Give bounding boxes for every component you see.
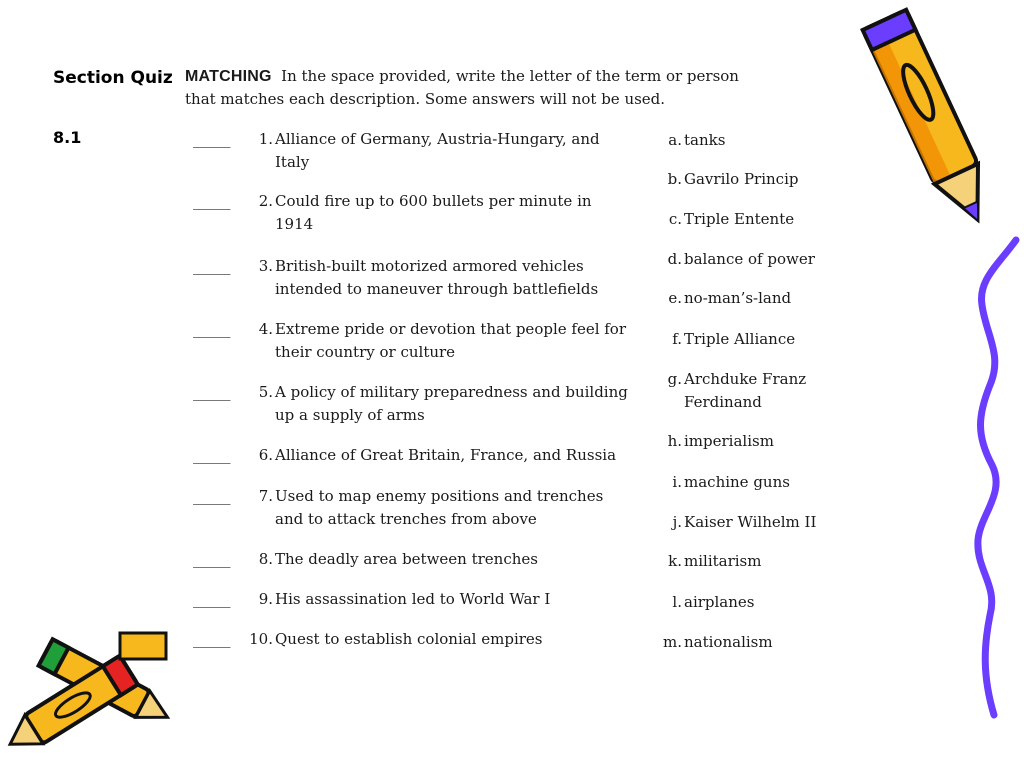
section-quiz-title: Section Quiz [53,68,173,88]
answer-choice [645,248,845,271]
choice-letter: h. [667,432,682,450]
question-number: 4. [258,320,273,338]
question-text: His assassination led to World War I [275,590,551,608]
answer-choice [645,368,845,414]
instructions-text: In the space provided, write the letter of the term or person that matches each description. Some answers will not be used. [185,67,739,108]
question-text: Used to map enemy positions and trenches and to attack trenches from above [275,487,604,528]
question-number: 3. [258,257,273,275]
choice-letter: b. [667,170,682,188]
question-number: 6. [258,446,273,464]
choice-text: machine guns [684,473,790,491]
choice-letter: a. [668,131,682,149]
answer-blank[interactable]: _____ [193,487,231,505]
answer-choice [645,168,845,191]
answer-choice [645,287,845,310]
answer-choice [645,591,845,614]
answer-choice [645,550,845,573]
choice-letter: k. [668,552,682,570]
choice-text: tanks [684,131,726,149]
answer-blank[interactable]: _____ [193,383,231,401]
question-number: 1. [258,130,273,148]
question-text: Could fire up to 600 bullets per minute in 1914 [275,192,592,233]
question-text: Quest to establish colonial empires [275,630,543,648]
question-item [193,548,633,571]
choice-text: Triple Alliance [684,330,796,348]
question-number: 5. [258,383,273,401]
answer-blank[interactable]: _____ [193,130,231,148]
answer-choice [645,328,845,351]
answer-blank[interactable]: _____ [193,257,231,275]
crossed-pencils-clipart-icon [0,618,170,758]
question-text: Extreme pride or devotion that people feel for their country or culture [275,320,627,361]
answer-choice [645,430,845,453]
instructions [185,65,765,111]
choice-letter: i. [672,473,682,491]
choice-letter: m. [663,633,682,651]
question-text: The deadly area between trenches [275,550,538,568]
choice-text: Kaiser Wilhelm II [684,513,817,531]
question-number: 10. [249,630,273,648]
answer-choice [645,631,845,654]
answer-blank[interactable]: _____ [193,550,231,568]
question-text: Alliance of Great Britain, France, and Russia [275,446,617,464]
choice-letter: j. [672,513,682,531]
question-item [193,190,633,236]
choice-text: no-man’s-land [684,289,792,307]
pencil-clipart-icon [855,0,1005,245]
answer-blank[interactable]: _____ [193,446,231,464]
answer-choice [645,129,845,152]
matching-heading: MATCHING [185,68,272,85]
choice-letter: c. [668,210,682,228]
choice-text: militarism [684,552,762,570]
choice-letter: g. [667,370,682,388]
question-number: 9. [258,590,273,608]
choice-letter: e. [668,289,682,307]
choice-letter: f. [672,330,682,348]
question-text: British-built motorized armored vehicles intended to maneuver through battlefields [275,257,599,298]
answer-blank[interactable]: _____ [193,192,231,210]
question-number: 7. [258,487,273,505]
question-text: Alliance of Germany, Austria-Hungary, and Italy [275,130,600,171]
question-number: 8. [258,550,273,568]
choice-text: airplanes [684,593,755,611]
question-item [193,444,633,467]
choice-text: Archduke Franz Ferdinand [684,370,807,411]
choice-text: Triple Entente [684,210,795,228]
question-item [193,318,633,364]
choice-text: balance of power [684,250,815,268]
choice-text: Gavrilo Princip [684,170,799,188]
answer-choice [645,511,845,534]
purple-squiggle-line [968,235,1024,720]
answer-choice [645,208,845,231]
answer-blank[interactable]: _____ [193,630,231,648]
answer-blank[interactable]: _____ [193,320,231,338]
question-number: 2. [258,192,273,210]
question-text: A policy of military preparedness and building up a supply of arms [275,383,628,424]
question-item [193,588,633,611]
question-item [193,381,633,427]
choice-text: nationalism [684,633,773,651]
question-item [193,485,633,531]
answer-blank[interactable]: _____ [193,590,231,608]
section-number: 8.1 [53,128,82,147]
question-item [193,128,633,174]
choice-text: imperialism [684,432,774,450]
answer-choice [645,471,845,494]
question-item [193,628,633,651]
choice-letter: d. [667,250,682,268]
choice-letter: l. [672,593,682,611]
question-item [193,255,633,301]
